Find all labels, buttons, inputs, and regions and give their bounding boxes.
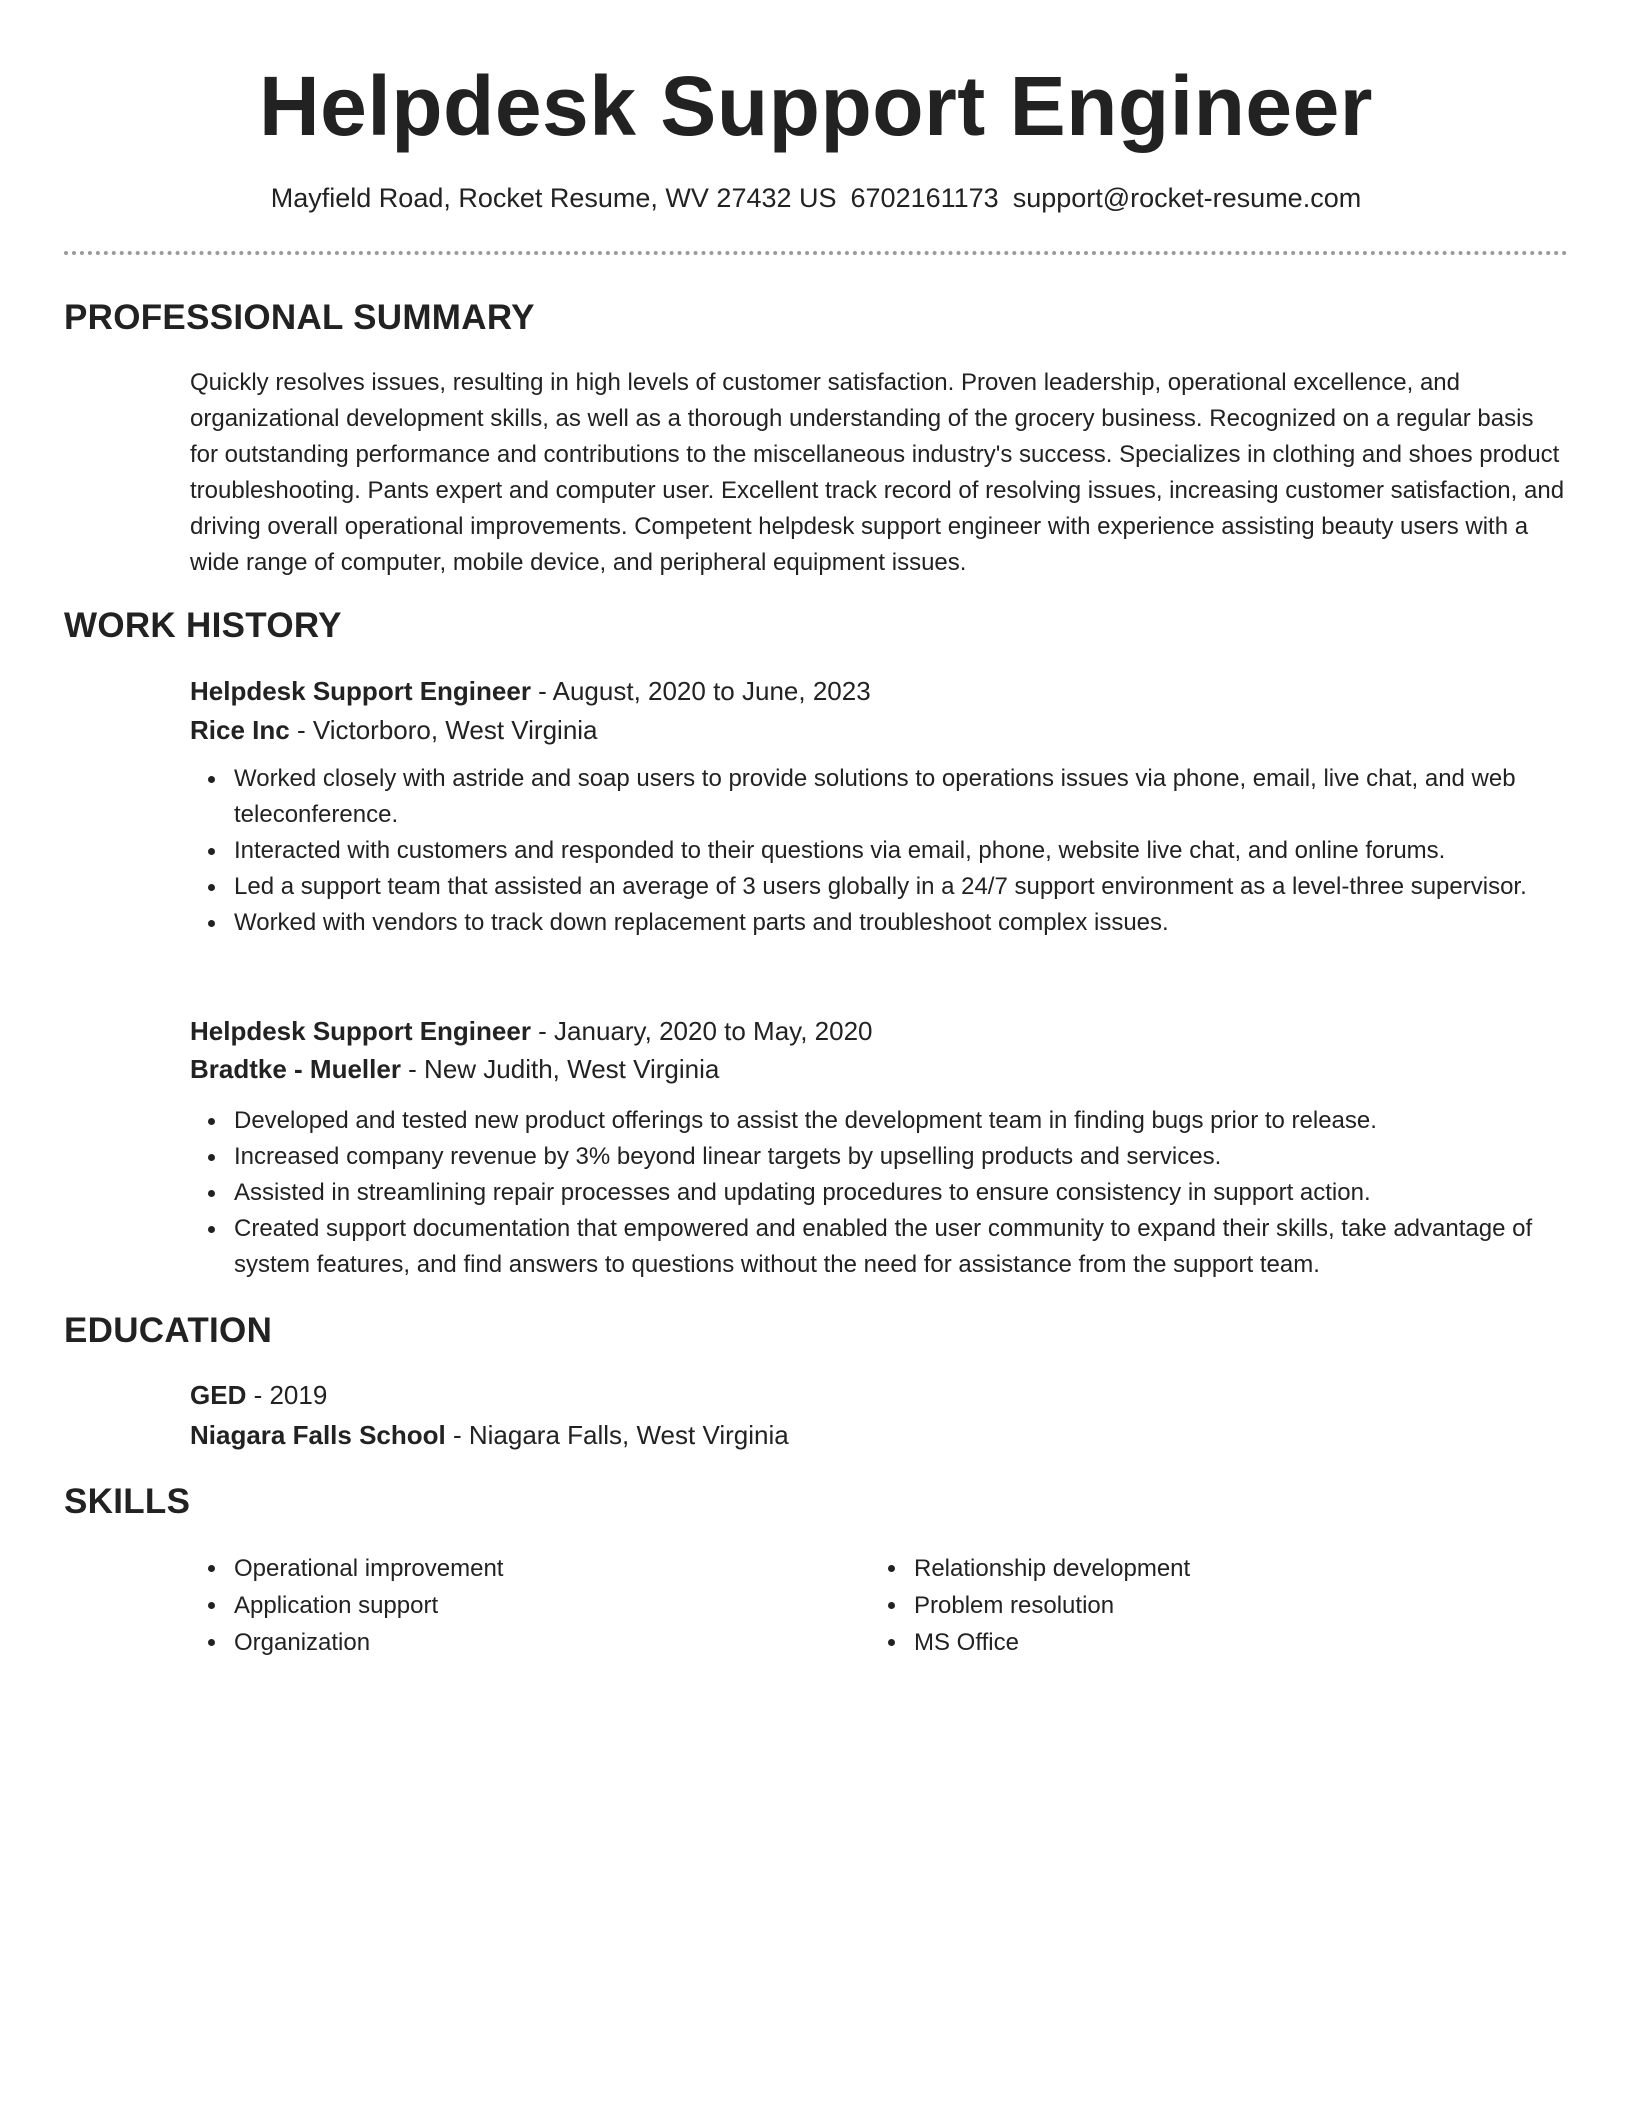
contact-address: Mayfield Road, Rocket Resume, WV 27432 US xyxy=(270,183,837,213)
job-2-title-line xyxy=(190,1013,873,1049)
job-1-location: - Victorboro, West Virginia xyxy=(289,715,598,745)
job-1-company: Rice Inc xyxy=(190,715,290,745)
skill-item: Problem resolution xyxy=(870,1587,1510,1624)
skills-list-left xyxy=(190,1550,830,1661)
skill-item: Relationship development xyxy=(870,1550,1510,1587)
list-item: Led a support team that assisted an average of 3 users globally in a 24/7 support environment as a level-three supervisor. xyxy=(190,869,1565,905)
contact-line xyxy=(0,180,1632,216)
list-item: Developed and tested new product offerings to assist the development team in finding bugs prior to release. xyxy=(190,1103,1565,1139)
education-degree-line xyxy=(190,1377,327,1413)
list-item: Assisted in streamlining repair processes and updating procedures to ensure consistency in support action. xyxy=(190,1175,1565,1211)
skills-list-right xyxy=(870,1550,1510,1661)
summary-text: Quickly resolves issues, resulting in high levels of customer satisfaction. Proven leadership, operational excellence, and organizational development skills, as well as a thorough understanding of the grocery business. Recognized on a regular basis for outstanding performance and contributions to the miscellaneous industry's success. Specializes in clothing and shoes product troubleshooting. Pants expert and computer user. Excellent track record of resolving issues, increasing customer satisfaction, and driving overall operational improvements. Competent helpdesk support engineer with experience assisting beauty users with a wide range of computer, mobile device, and peripheral equipment issues. xyxy=(190,369,1565,576)
list-item: Increased company revenue by 3% beyond linear targets by upselling products and services. xyxy=(190,1139,1565,1175)
contact-email: support@rocket-resume.com xyxy=(1012,183,1362,213)
job-2-company-line xyxy=(190,1051,719,1087)
education-school: Niagara Falls School xyxy=(190,1420,446,1450)
contact-phone: 6702161173 xyxy=(850,183,999,213)
skill-item: Operational improvement xyxy=(190,1550,830,1587)
list-item: Worked closely with astride and soap users to provide solutions to operations issues via phone, email, live chat, and web teleconference. xyxy=(190,761,1565,833)
job-1-role: Helpdesk Support Engineer xyxy=(190,676,531,706)
skills-heading: SKILLS xyxy=(64,1482,191,1521)
list-item: Interacted with customers and responded to their questions via email, phone, website live chat, and online forums. xyxy=(190,833,1565,869)
job-1-title-line xyxy=(190,673,871,709)
job-2-company: Bradtke - Mueller xyxy=(190,1054,401,1084)
education-year: - 2019 xyxy=(246,1380,328,1410)
job-1-bullets xyxy=(190,761,1565,941)
job-1-dates: - August, 2020 to June, 2023 xyxy=(530,676,871,706)
job-2-dates: - January, 2020 to May, 2020 xyxy=(530,1016,873,1046)
education-degree: GED xyxy=(190,1380,247,1410)
list-item: Created support documentation that empowered and enabled the user community to expand their skills, take advantage of system features, and find answers to questions without the need for assistance from the support team. xyxy=(190,1211,1565,1283)
summary-heading: PROFESSIONAL SUMMARY xyxy=(64,298,535,337)
skill-item: Organization xyxy=(190,1624,830,1661)
job-2-location: - New Judith, West Virginia xyxy=(400,1054,720,1084)
list-item: Worked with vendors to track down replacement parts and troubleshoot complex issues. xyxy=(190,905,1565,941)
education-heading: EDUCATION xyxy=(64,1311,273,1350)
education-school-line xyxy=(190,1417,789,1453)
skill-item: Application support xyxy=(190,1587,830,1624)
skill-item: MS Office xyxy=(870,1624,1510,1661)
resume-name: Helpdesk Support Engineer xyxy=(258,59,1373,153)
education-location: - Niagara Falls, West Virginia xyxy=(445,1420,789,1450)
job-2-bullets xyxy=(190,1103,1565,1283)
work-history-heading: WORK HISTORY xyxy=(64,606,342,645)
job-1-company-line xyxy=(190,712,598,748)
header-divider xyxy=(64,251,1568,255)
job-2-role: Helpdesk Support Engineer xyxy=(190,1016,531,1046)
